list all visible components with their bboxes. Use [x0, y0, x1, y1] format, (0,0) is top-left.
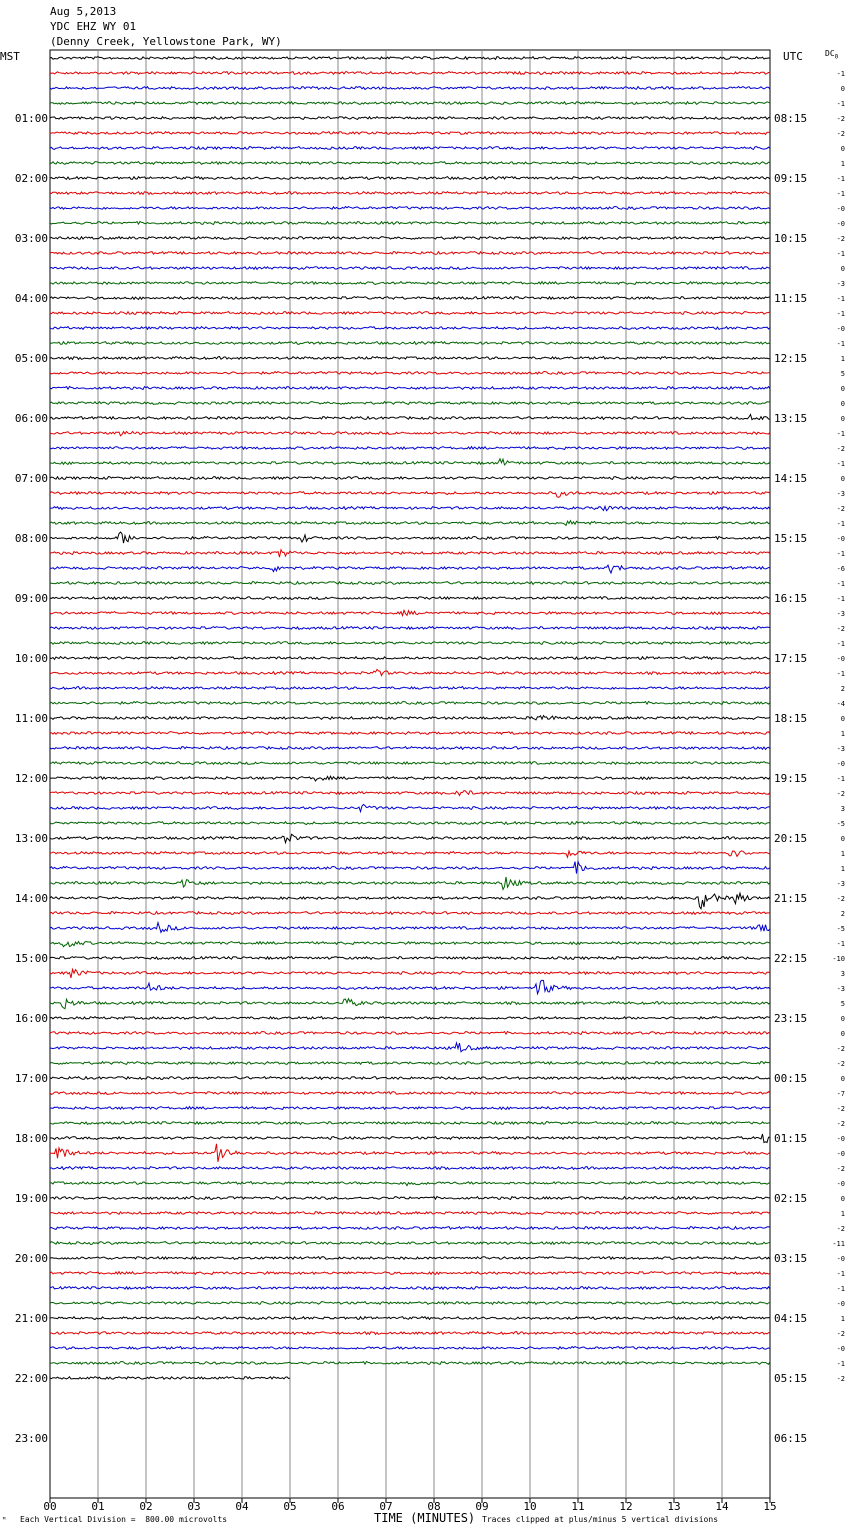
dc-offset-label: -1: [836, 520, 845, 528]
dc-offset-label: -1: [836, 670, 845, 678]
dc-offset-label: -1: [836, 460, 845, 468]
seismic-trace: [50, 1212, 770, 1215]
dc-offset-label: -1: [836, 1360, 845, 1368]
dc-offset-label: 5: [840, 370, 845, 378]
right-hour-label: 17:15: [774, 652, 808, 665]
seismic-trace: [50, 862, 770, 874]
right-hour-label: 06:15: [774, 1432, 808, 1445]
dc-offset-label: 0: [840, 1075, 845, 1083]
seismic-trace: [50, 402, 770, 405]
left-hour-label: 10:00: [14, 652, 48, 665]
dc-offset-label: 2: [840, 685, 845, 693]
seismic-trace: [50, 532, 770, 543]
seismic-trace: [50, 1257, 770, 1260]
seismic-trace: [50, 657, 770, 660]
seismic-trace: [50, 776, 770, 781]
left-hour-label: 19:00: [14, 1192, 48, 1205]
dc-offset-label: -0: [836, 535, 845, 543]
dc-offset-label: -5: [836, 820, 845, 828]
dc-offset-label: -7: [836, 1090, 845, 1098]
seismic-trace: [50, 1377, 290, 1380]
clip-note: Traces clipped at plus/minus 5 vertical divisions: [482, 1515, 719, 1524]
dc-offset-label: -0: [836, 325, 845, 333]
dc-offset-label: -1: [836, 250, 845, 258]
seismic-trace: [50, 747, 770, 750]
dc-offset-label: -0: [836, 205, 845, 213]
seismic-trace: [50, 357, 770, 360]
seismic-trace: [50, 415, 770, 420]
x-tick-label: 07: [379, 1500, 393, 1513]
dc-offset-label: -1: [836, 550, 845, 558]
seismic-trace: [50, 1062, 770, 1065]
seismic-trace: [50, 102, 770, 105]
right-hour-label: 11:15: [774, 292, 808, 305]
seismic-trace: [50, 1362, 770, 1365]
seismic-trace: [50, 237, 770, 240]
dc-offset-label: -2: [836, 1375, 845, 1383]
seismic-trace: [50, 1227, 770, 1230]
seismic-trace: [50, 893, 770, 909]
left-hour-label: 03:00: [14, 232, 48, 245]
dc-offset-label: 0: [840, 385, 845, 393]
dc-offset-label: -2: [836, 625, 845, 633]
station-location: (Denny Creek, Yellowstone Park, WY): [50, 35, 282, 48]
seismic-trace: [50, 762, 770, 765]
right-hour-label: 10:15: [774, 232, 808, 245]
axis-labels: [15, 70, 845, 1513]
seismic-trace: [50, 252, 770, 255]
right-hour-label: 14:15: [774, 472, 808, 485]
seismic-trace: [50, 372, 770, 375]
dc-offset-label: 3: [840, 805, 845, 813]
dc-offset-label: -2: [836, 130, 845, 138]
dc-offset-label: -1: [836, 70, 845, 78]
left-hour-label: 08:00: [14, 532, 48, 545]
seismic-trace: [50, 1107, 770, 1110]
seismic-trace: [50, 192, 770, 195]
dc-offset-label: -2: [836, 115, 845, 123]
dc-offset-label: -0: [836, 1255, 845, 1263]
x-tick-label: 13: [667, 1500, 681, 1513]
dc-offset-label: -2: [836, 790, 845, 798]
left-hour-label: 07:00: [14, 472, 48, 485]
dc-offset-label: -1: [836, 940, 845, 948]
dc-offset-label: 0: [840, 475, 845, 483]
seismic-trace: [50, 980, 770, 993]
dc-offset-label: 1: [840, 1210, 845, 1218]
right-hour-label: 21:15: [774, 892, 808, 905]
left-hour-label: 02:00: [14, 172, 48, 185]
seismic-trace: [50, 1077, 770, 1080]
dc-offset-label: -2: [836, 1060, 845, 1068]
left-hour-label: 12:00: [14, 772, 48, 785]
dc-offset-label: -1: [836, 295, 845, 303]
right-hour-label: 20:15: [774, 832, 808, 845]
dc-offset-label: 0: [840, 415, 845, 423]
seismic-trace: [50, 132, 770, 135]
dc-offset-label: -2: [836, 1120, 845, 1128]
right-hour-label: 13:15: [774, 412, 808, 425]
right-hour-label: 19:15: [774, 772, 808, 785]
dc-offset-label: 3: [840, 970, 845, 978]
dc-offset-label: 0: [840, 1015, 845, 1023]
left-hour-label: 21:00: [14, 1312, 48, 1325]
right-hour-label: 08:15: [774, 112, 808, 125]
dc-offset-label: 1: [840, 1315, 845, 1323]
dc-offset-label: -2: [836, 1165, 845, 1173]
dc-offset-label: -2: [836, 1105, 845, 1113]
dc-offset-label: -1: [836, 190, 845, 198]
trace-group: [50, 57, 770, 1380]
dc-offset-label: 5: [840, 1000, 845, 1008]
dc-offset-label: 1: [840, 865, 845, 873]
seismic-trace: [50, 550, 770, 557]
x-tick-label: 09: [475, 1500, 489, 1513]
seismic-trace: [50, 387, 770, 390]
dc-offset-label: -1: [836, 340, 845, 348]
seismic-trace: [50, 702, 770, 705]
seismic-trace: [50, 447, 770, 450]
seismic-trace: [50, 327, 770, 330]
seismic-trace: [50, 716, 770, 720]
dc-offset-label: -2: [836, 1225, 845, 1233]
dc-offset-label: -0: [836, 1135, 845, 1143]
seismic-trace: [50, 1197, 770, 1200]
x-tick-label: 05: [283, 1500, 297, 1513]
dc-offset-label: -1: [836, 430, 845, 438]
x-tick-label: 02: [139, 1500, 153, 1513]
dc-offset-label: -3: [836, 985, 845, 993]
left-hour-label: 01:00: [14, 112, 48, 125]
right-hour-label: 09:15: [774, 172, 808, 185]
dc-offset-label: -2: [836, 445, 845, 453]
seismic-trace: [50, 222, 770, 225]
seismic-trace: [50, 1347, 770, 1350]
seismic-trace: [50, 57, 770, 60]
dc-offset-label: 0: [840, 265, 845, 273]
dc-offset-label: -0: [836, 760, 845, 768]
seismic-trace: [50, 957, 770, 960]
dc-offset-label: -0: [836, 220, 845, 228]
dc-offset-label: 0: [840, 715, 845, 723]
dc-offset-label: -1: [836, 1285, 845, 1293]
seismic-trace: [50, 923, 770, 933]
seismic-trace: [50, 1302, 770, 1305]
seismic-trace: [50, 1317, 770, 1320]
left-hour-label: 05:00: [14, 352, 48, 365]
right-hour-label: 02:15: [774, 1192, 808, 1205]
seismic-trace: [50, 969, 770, 978]
dc-offset-label: 0: [840, 145, 845, 153]
x-tick-label: 01: [91, 1500, 105, 1513]
right-timezone-label: UTC: [783, 50, 803, 63]
seismic-trace: [50, 87, 770, 90]
seismic-trace: [50, 1287, 770, 1290]
seismic-trace: [50, 834, 770, 842]
right-hour-label: 04:15: [774, 1312, 808, 1325]
dc-offset-label: -2: [836, 505, 845, 513]
left-hour-label: 15:00: [14, 952, 48, 965]
seismic-trace: [50, 582, 770, 585]
seismic-trace: [50, 1134, 770, 1143]
seismic-trace: [50, 669, 770, 675]
left-hour-label: 06:00: [14, 412, 48, 425]
seismic-trace: [50, 282, 770, 285]
seismic-trace: [50, 432, 770, 436]
dc-offset-label: -2: [836, 235, 845, 243]
left-hour-label: 04:00: [14, 292, 48, 305]
seismic-trace: [50, 162, 770, 165]
left-hour-label: 22:00: [14, 1372, 48, 1385]
seismic-trace: [50, 610, 770, 615]
seismic-trace: [50, 791, 770, 796]
seismic-trace: [50, 459, 770, 465]
dc-offset-label: -2: [836, 895, 845, 903]
seismic-trace: [50, 851, 770, 857]
seismic-trace: [50, 521, 770, 526]
seismic-trace: [50, 147, 770, 150]
seismic-trace: [50, 1032, 770, 1035]
right-hour-label: 05:15: [774, 1372, 808, 1385]
dc-label: $DC_0$: [825, 49, 839, 61]
left-hour-label: 11:00: [14, 712, 48, 725]
dc-offset-label: -3: [836, 280, 845, 288]
dc-offset-label: -2: [836, 1330, 845, 1338]
dc-offset-label: -0: [836, 1180, 845, 1188]
dc-offset-label: -1: [836, 1270, 845, 1278]
seismic-trace: [50, 804, 770, 811]
seismic-trace: [50, 912, 770, 915]
seismic-trace: [50, 877, 770, 890]
seismic-trace: [50, 687, 770, 690]
seismic-trace: [50, 822, 770, 825]
dc-offset-label: 1: [840, 730, 845, 738]
dc-offset-label: -6: [836, 565, 845, 573]
scale-note: Each Vertical Division = 800.00 microvolts: [20, 1515, 228, 1524]
right-hour-label: 12:15: [774, 352, 808, 365]
right-hour-label: 23:15: [774, 1012, 808, 1025]
left-hour-label: 23:00: [14, 1432, 48, 1445]
right-hour-label: 01:15: [774, 1132, 808, 1145]
seismic-trace: [50, 492, 770, 498]
dc-offset-label: -0: [836, 655, 845, 663]
seismic-trace: [50, 1092, 770, 1095]
right-hour-label: 16:15: [774, 592, 808, 605]
dc-offset-label: 0: [840, 835, 845, 843]
x-tick-label: 10: [523, 1500, 537, 1513]
dc-offset-label: 1: [840, 160, 845, 168]
seismic-trace: [50, 1167, 770, 1170]
x-tick-label: 11: [571, 1500, 585, 1513]
x-tick-label: 08: [427, 1500, 441, 1513]
right-hour-label: 03:15: [774, 1252, 808, 1265]
seismic-trace: [50, 642, 770, 645]
seismic-trace: [50, 297, 770, 300]
dc-offset-label: -1: [836, 175, 845, 183]
dc-offset-label: -2: [836, 1045, 845, 1053]
seismic-trace: [50, 1043, 770, 1052]
dc-offset-label: -1: [836, 310, 845, 318]
seismic-trace: [50, 1182, 770, 1186]
left-hour-label: 18:00: [14, 1132, 48, 1145]
dc-offset-label: -1: [836, 775, 845, 783]
seismic-trace: [50, 1017, 770, 1020]
seismic-trace: [50, 1144, 770, 1162]
left-hour-label: 09:00: [14, 592, 48, 605]
left-hour-label: 20:00: [14, 1252, 48, 1265]
dc-offset-label: 0: [840, 1030, 845, 1038]
seismic-trace: [50, 312, 770, 315]
dc-offset-label: -1: [836, 580, 845, 588]
seismic-trace: [50, 506, 770, 510]
dc-offset-label: 0: [840, 400, 845, 408]
chart-date: Aug 5,2013: [50, 5, 117, 18]
dc-offset-label: 0: [840, 1195, 845, 1203]
x-tick-label: 06: [331, 1500, 345, 1513]
seismic-trace: [50, 207, 770, 210]
dc-offset-label: -3: [836, 490, 845, 498]
dc-offset-label: -3: [836, 745, 845, 753]
right-hour-label: 18:15: [774, 712, 808, 725]
left-hour-label: 13:00: [14, 832, 48, 845]
x-tick-label: 15: [763, 1500, 777, 1513]
left-timezone-label: MST: [0, 50, 20, 63]
seismic-trace: [50, 941, 770, 946]
seismic-trace: [50, 627, 770, 630]
scale-marker-icon: ᴹ: [2, 1516, 7, 1524]
seismic-trace: [50, 177, 770, 180]
left-hour-label: 17:00: [14, 1072, 48, 1085]
seismic-trace: [50, 117, 770, 120]
dc-offset-label: -10: [832, 955, 845, 963]
seismic-trace: [50, 342, 770, 345]
seismic-trace: [50, 267, 770, 270]
dc-offset-label: -4: [836, 700, 845, 708]
dc-offset-label: -0: [836, 1150, 845, 1158]
seismic-trace: [50, 597, 770, 600]
dc-offset-label: -3: [836, 880, 845, 888]
dc-offset-label: -5: [836, 925, 845, 933]
dc-offset-label: -11: [832, 1240, 845, 1248]
station-code: YDC EHZ WY 01: [50, 20, 137, 33]
seismic-trace: [50, 477, 770, 480]
x-axis-title: TIME (MINUTES): [374, 1511, 476, 1525]
right-hour-label: 00:15: [774, 1072, 808, 1085]
x-tick-label: 00: [43, 1500, 57, 1513]
dc-offset-label: 1: [840, 850, 845, 858]
seismic-trace: [50, 1122, 770, 1125]
x-tick-label: 04: [235, 1500, 249, 1513]
right-hour-label: 15:15: [774, 532, 808, 545]
seismic-trace: [50, 565, 770, 573]
dc-offset-label: 0: [840, 85, 845, 93]
dc-offset-label: 2: [840, 910, 845, 918]
seismic-trace: [50, 999, 770, 1009]
left-hour-label: 14:00: [14, 892, 48, 905]
seismic-trace: [50, 72, 770, 75]
seismic-trace: [50, 1332, 770, 1335]
dc-offset-label: -0: [836, 1300, 845, 1308]
right-hour-label: 22:15: [774, 952, 808, 965]
x-tick-label: 03: [187, 1500, 201, 1513]
dc-offset-label: -1: [836, 640, 845, 648]
seismic-trace: [50, 1242, 770, 1245]
dc-offset-label: -3: [836, 610, 845, 618]
dc-offset-label: 1: [840, 355, 845, 363]
x-tick-label: 12: [619, 1500, 633, 1513]
seismic-trace: [50, 1272, 770, 1275]
dc-offset-label: -0: [836, 1345, 845, 1353]
dc-offset-label: -1: [836, 100, 845, 108]
dc-offset-label: -1: [836, 595, 845, 603]
seismic-trace: [50, 732, 770, 735]
left-hour-label: 16:00: [14, 1012, 48, 1025]
x-tick-label: 14: [715, 1500, 729, 1513]
